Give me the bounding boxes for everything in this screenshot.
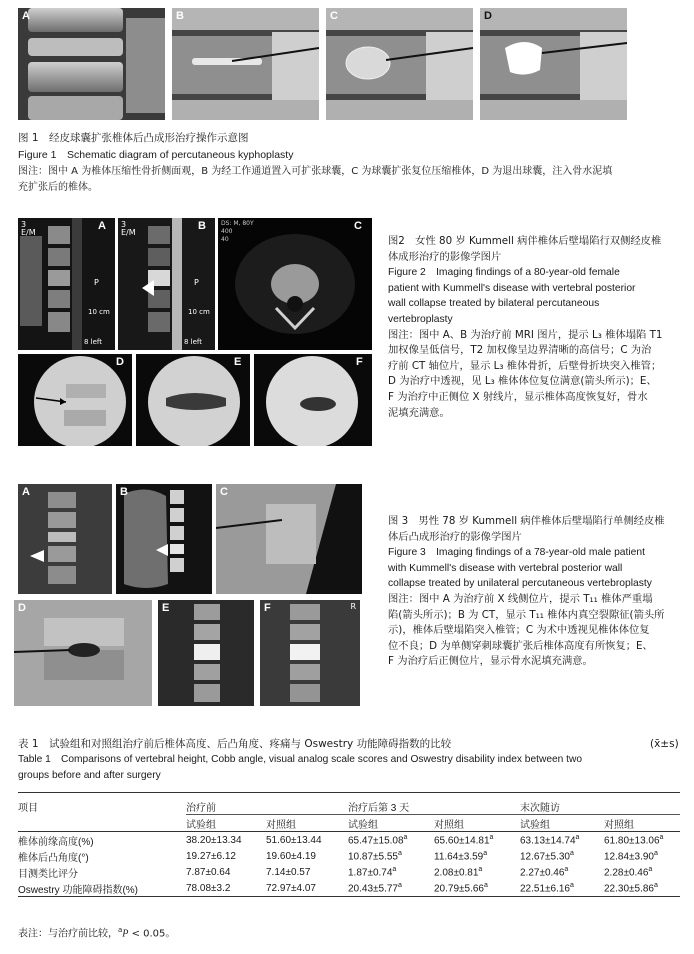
fig2-c-overlay-0: DS: M, 80Y <box>221 220 254 227</box>
fig2-panel-a <box>18 218 115 350</box>
fig2-a-overlay-0: 3 <box>21 220 27 229</box>
spine-schematic-c <box>326 8 473 120</box>
spine-schematic-d <box>480 8 627 120</box>
sup-a: a <box>489 833 494 841</box>
fig3-label-e: E <box>162 602 170 614</box>
row-item: 目测类比评分 <box>18 868 78 880</box>
fig3-caption-line: with Kummell's disease with vertebral posterior wall <box>388 562 623 574</box>
sup-a: a <box>659 833 664 841</box>
fig1-label-a: A <box>22 10 30 22</box>
sup-a: a <box>483 881 488 889</box>
cell: 11.64±3.59$^a$ <box>434 849 488 863</box>
fig2-caption-line: D 为治疗中透视，见 L₃ 椎体体位复位满意(箭头所示)；E、 <box>388 375 657 388</box>
fig1-label-c: C <box>330 10 338 22</box>
fig2-label-e: E <box>234 356 242 368</box>
xray-lateral-f <box>254 354 372 446</box>
fig1-title-en: Figure 1 Schematic diagram of percutaneous kyphoplasty <box>18 149 294 161</box>
table-row <box>18 864 680 880</box>
table-row <box>18 848 680 864</box>
fig3-caption-line: Figure 3 Imaging findings of a 78-year-old male patient <box>388 547 645 559</box>
fig2-caption-line: 加权像呈低信号，T2 加权像呈边界清晰的高信号；C 为治 <box>388 344 652 357</box>
cell: 63.13±14.74$^a$ <box>520 833 580 847</box>
fig3-panel-c <box>216 484 362 594</box>
fig1-panel-c <box>326 8 473 120</box>
fig2-caption-line: patient with Kummell's disease with vertebral posterior <box>388 282 636 294</box>
fig2-panel-d <box>18 354 132 446</box>
cell: 7.14±0.57 <box>266 866 311 878</box>
fig2-panel-f <box>254 354 372 446</box>
sup-a: a <box>564 865 569 873</box>
group-header: 末次随访 <box>520 802 560 814</box>
row-item: 椎体后凸角度(°) <box>18 852 89 864</box>
fig2-caption-line: F 为治疗中正侧位 X 射线片，显示椎体高度恢复好，骨水 <box>388 390 648 403</box>
cell: 1.87±0.74$^a$ <box>348 865 397 879</box>
table1-rule-top <box>18 792 680 793</box>
fig2-caption <box>388 234 688 421</box>
sup-a: a <box>648 865 653 873</box>
group-header: 治疗后第 3 天 <box>348 802 410 814</box>
mri-sagittal-a <box>18 218 115 350</box>
cell: 7.87±0.64 <box>186 866 231 878</box>
fig2-c-overlay-1: 400 <box>221 228 233 235</box>
subcol-header: 试验组 <box>520 815 604 832</box>
fig3-caption-line: 图注：图中 A 为治疗前 X 线侧位片，提示 T₁₁ 椎体严重塌 <box>388 592 653 605</box>
cell: 10.87±5.55$^a$ <box>348 849 402 863</box>
fig2-caption-line: wall collapse treated by bilateral percutaneous <box>388 298 600 310</box>
xray-ap-e <box>136 354 250 446</box>
fig2-panel-e <box>136 354 250 446</box>
fig3-caption-line: collapse treated by unilateral percutaneous vertebroplasty <box>388 578 652 590</box>
fig3-caption-line: 陷(箭头所示)；B 为 CT，显示 T₁₁ 椎体内真空裂隙征(箭头所 <box>388 608 665 621</box>
fig2-b-overlay-1: E/M <box>121 228 136 237</box>
fig2-a-overlay-3: 10 cm <box>88 308 110 316</box>
fig2-b-overlay-2: P <box>194 278 199 287</box>
row-item: Oswestry 功能障碍指数(%) <box>18 884 138 896</box>
col-item-header: 项目 <box>18 802 38 814</box>
fig1-panel-b <box>172 8 319 120</box>
fig2-a-overlay-4: 8 left <box>84 338 103 346</box>
sup-a: a <box>653 881 658 889</box>
table1-title: 表 1 试验组和对照组治疗前后椎体高度、后凸角度、疼痛与 Oswestry 功能障碍指数的比较 <box>18 738 452 750</box>
cell: 65.60±14.81$^a$ <box>434 833 494 847</box>
table1-header-row-2 <box>18 815 680 832</box>
fig3-caption-line: 图 3 男性 78 岁 Kummell 病伴椎体后壁塌陷行单侧经皮椎 <box>388 515 665 527</box>
fig1-panel-a <box>18 8 165 120</box>
subcol-header: 对照组 <box>266 815 348 832</box>
row-item: 椎体前缘高度(%) <box>18 836 94 848</box>
fig3-label-b: B <box>120 486 128 498</box>
sup-a: a <box>397 881 402 889</box>
sup-a: a <box>569 881 574 889</box>
sup-a: a <box>392 865 397 873</box>
table1-unit: (x̄±s) <box>650 738 679 750</box>
cell: 61.80±13.06$^a$ <box>604 833 664 847</box>
fig3-panel-f <box>260 600 360 706</box>
spine-schematic-a <box>18 8 165 120</box>
cell: 12.84±3.90$^a$ <box>604 849 658 863</box>
cell: 22.51±6.16$^a$ <box>520 881 574 895</box>
fig3-caption-line: 位不良；D 为单侧穿刺球囊扩张后椎体高度有所恢复；E、 <box>388 639 653 652</box>
fig3-caption <box>388 514 690 670</box>
sup-a: a <box>478 865 483 873</box>
fig3-panel-e <box>158 600 254 706</box>
cell: 19.27±6.12 <box>186 850 236 862</box>
fig3-label-c: C <box>220 486 228 498</box>
fig2-label-a: A <box>98 220 106 232</box>
fig1-label-b: B <box>176 10 184 22</box>
table1-title-en-1: Table 1 Comparisons of vertebral height, Cobb angle, visual analog scale scores and Oswestry disability index between two <box>18 754 583 765</box>
cell: 38.20±13.34 <box>186 834 242 846</box>
fig2-caption-line: 图注：图中 A、B 为治疗前 MRI 图片，提示 L₃ 椎体塌陷 T1 <box>388 328 663 341</box>
table1-header-row-1 <box>18 798 680 815</box>
table1 <box>18 798 680 897</box>
fig2-label-c: C <box>354 220 362 232</box>
fig2-a-overlay-2: P <box>94 278 99 287</box>
fig2-c-overlay-2: 40 <box>221 236 229 243</box>
fig3-caption-line: F 为治疗后正侧位片，显示骨水泥填充满意。 <box>388 655 593 668</box>
fig3-label-a: A <box>22 486 30 498</box>
sup-a: a <box>483 849 488 857</box>
fig3-f-overlay: R <box>350 602 356 611</box>
fig2-label-b: B <box>198 220 206 232</box>
fig2-panel-c <box>218 218 372 350</box>
cell: 65.47±15.08$^a$ <box>348 833 408 847</box>
fig3-label-d: D <box>18 602 26 614</box>
cell: 2.28±0.46$^a$ <box>604 865 653 879</box>
cell: 22.30±5.86$^a$ <box>604 881 658 895</box>
cell: 78.08±3.2 <box>186 882 231 894</box>
fig1-title: 图 1 经皮球囊扩张椎体后凸成形治疗操作示意图 <box>18 132 249 144</box>
fig2-caption-line: 体成形治疗的影像学图片 <box>388 250 502 263</box>
table-row <box>18 880 680 897</box>
cell: 12.67±5.30$^a$ <box>520 849 574 863</box>
spine-schematic-b <box>172 8 319 120</box>
fig1-note-line2: 充扩张后的椎体。 <box>18 182 98 193</box>
cell: 19.60±4.19 <box>266 850 316 862</box>
fluoroscopy-c <box>216 484 362 594</box>
sup-a: a <box>569 849 574 857</box>
xray-ap-e <box>158 600 254 706</box>
fig3-panel-a <box>18 484 112 594</box>
sup-a: a <box>653 849 658 857</box>
fig2-caption-line: 疗前 CT 轴位片，显示 L₃ 椎体骨折，后壁骨折块突入椎管； <box>388 359 662 372</box>
ct-sagittal-b <box>116 484 212 594</box>
fig2-b-overlay-4: 8 left <box>184 338 203 346</box>
fig2-label-d: D <box>116 356 124 368</box>
fig3-panel-d <box>14 600 152 706</box>
fluoroscopy-d <box>14 600 152 706</box>
table1-note: 表注：与治疗前比较，$^a$P < 0.05。 <box>18 926 176 940</box>
sup-a: a <box>403 833 408 841</box>
xray-lateral-a <box>18 484 112 594</box>
group-header: 治疗前 <box>186 802 216 814</box>
cell: 51.60±13.44 <box>266 834 322 846</box>
table1-title-en-2: groups before and after surgery <box>18 770 161 781</box>
cell: 20.79±5.66$^a$ <box>434 881 488 895</box>
ct-axial-c <box>218 218 372 350</box>
fig3-caption-line: 示)，椎体后壁塌陷突入椎管；C 为术中透视见椎体体位复 <box>388 624 650 637</box>
fig2-b-overlay-0: 3 <box>121 220 127 229</box>
fluoroscopy-d <box>18 354 132 446</box>
cell: 20.43±5.77$^a$ <box>348 881 402 895</box>
subcol-header: 对照组 <box>434 815 520 832</box>
fig3-panel-b <box>116 484 212 594</box>
fig2-caption-line: Figure 2 Imaging findings of a 80-year-old female <box>388 267 620 279</box>
sup-a: a <box>575 833 580 841</box>
fig2-caption-line: 图2 女性 80 岁 Kummell 病伴椎体后壁塌陷行双侧经皮椎 <box>388 235 662 247</box>
sup-a: a <box>397 849 402 857</box>
xray-lateral-f <box>260 600 360 706</box>
subcol-header: 试验组 <box>348 815 434 832</box>
fig2-panel-b <box>118 218 215 350</box>
fig2-caption-line: vertebroplasty <box>388 313 453 325</box>
fig2-a-overlay-1: E/M <box>21 228 36 237</box>
fig2-label-f: F <box>356 356 363 368</box>
fig1-label-d: D <box>484 10 492 22</box>
mri-sagittal-b <box>118 218 215 350</box>
cell: 72.97±4.07 <box>266 882 316 894</box>
fig2-b-overlay-3: 10 cm <box>188 308 210 316</box>
fig1-panel-d <box>480 8 627 120</box>
fig3-label-f: F <box>264 602 271 614</box>
cell: 2.27±0.46$^a$ <box>520 865 569 879</box>
table-row <box>18 832 680 849</box>
cell: 2.08±0.81$^a$ <box>434 865 483 879</box>
subcol-header: 对照组 <box>604 815 680 832</box>
fig3-caption-line: 体后凸成形治疗的影像学图片 <box>388 530 522 543</box>
fig2-caption-line: 泥填充满意。 <box>388 406 450 419</box>
fig1-note-line1: 图注：图中 A 为椎体压缩性骨折侧面观，B 为经工作通道置入可扩张球囊，C 为球囊扩张复位压缩椎体，D 为退出球囊，注入骨水泥填 <box>18 166 613 177</box>
subcol-header: 试验组 <box>186 815 266 832</box>
